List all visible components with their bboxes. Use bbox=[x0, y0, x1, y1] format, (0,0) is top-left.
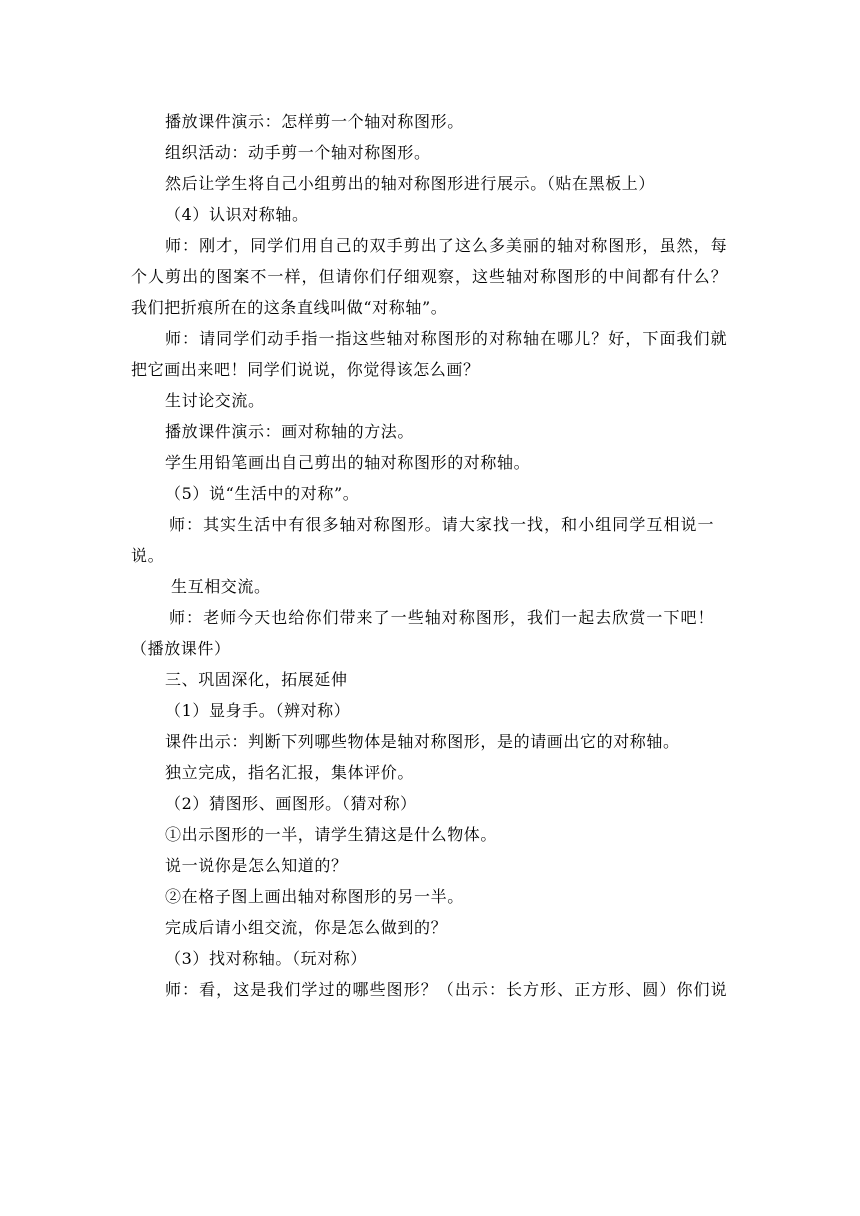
document-body bbox=[131, 106, 731, 1005]
paragraph-line: 然后让学生将自己小组剪出的轴对称图形进行展示。（贴在黑板上） bbox=[165, 174, 656, 193]
section-heading: （5）说“生活中的对称”。 bbox=[165, 484, 360, 503]
paragraph-line: 师：看，这是我们学过的哪些图形？（出示：长方形、正方形、圆）你们说 bbox=[165, 980, 728, 999]
paragraph-line: 组织活动：动手剪一个轴对称图形。 bbox=[165, 143, 431, 162]
section-heading: （4）认识对称轴。 bbox=[165, 205, 309, 224]
paragraph-line: 师：刚才，同学们用自己的双手剪出了这么多美丽的轴对称图形，虽然，每 bbox=[165, 236, 728, 255]
paragraph-line: ②在格子图上画出轴对称图形的另一半。 bbox=[165, 887, 464, 906]
section-heading: 三、巩固深化，拓展延伸 bbox=[165, 670, 348, 689]
paragraph-line: 生互相交流。 bbox=[171, 577, 271, 596]
section-heading: （1）显身手。（辨对称） bbox=[165, 701, 351, 720]
paragraph-line: 完成后请小组交流，你是怎么做到的？ bbox=[165, 918, 448, 937]
section-heading: （3）找对称轴。（玩对称） bbox=[165, 949, 367, 968]
paragraph-line: 说一说你是怎么知道的？ bbox=[165, 856, 348, 875]
paragraph-line: 播放课件演示：画对称轴的方法。 bbox=[165, 422, 415, 441]
paragraph-line: 我们把折痕所在的这条直线叫做“对称轴”。 bbox=[131, 298, 448, 317]
paragraph-line: ①出示图形的一半，请学生猜这是什么物体。 bbox=[165, 825, 498, 844]
paragraph-line: 课件出示：判断下列哪些物体是轴对称图形，是的请画出它的对称轴。 bbox=[165, 732, 680, 751]
paragraph-line: （播放课件） bbox=[131, 639, 231, 658]
paragraph-line: 说。 bbox=[131, 546, 165, 565]
paragraph-line: 师：老师今天也给你们带来了一些轴对称图形，我们一起去欣赏一下吧！ bbox=[169, 608, 715, 627]
paragraph-line: 把它画出来吧！同学们说说，你觉得该怎么画？ bbox=[131, 360, 480, 379]
paragraph-line: 学生用铅笔画出自己剪出的轴对称图形的对称轴。 bbox=[165, 453, 531, 472]
paragraph-line: 师：其实生活中有很多轴对称图形。请大家找一找，和小组同学互相说一 bbox=[169, 515, 715, 534]
section-heading: （2）猜图形、画图形。（猜对称） bbox=[165, 794, 417, 813]
paragraph-line: 播放课件演示：怎样剪一个轴对称图形。 bbox=[165, 112, 464, 131]
paragraph-line: 独立完成，指名汇报，集体评价。 bbox=[165, 763, 415, 782]
paragraph-line: 生讨论交流。 bbox=[165, 391, 265, 410]
paragraph-line: 个人剪出的图案不一样，但请你们仔细观察，这些轴对称图形的中间都有什么？ bbox=[131, 267, 728, 286]
paragraph-line: 师：请同学们动手指一指这些轴对称图形的对称轴在哪儿？好，下面我们就 bbox=[165, 329, 728, 348]
